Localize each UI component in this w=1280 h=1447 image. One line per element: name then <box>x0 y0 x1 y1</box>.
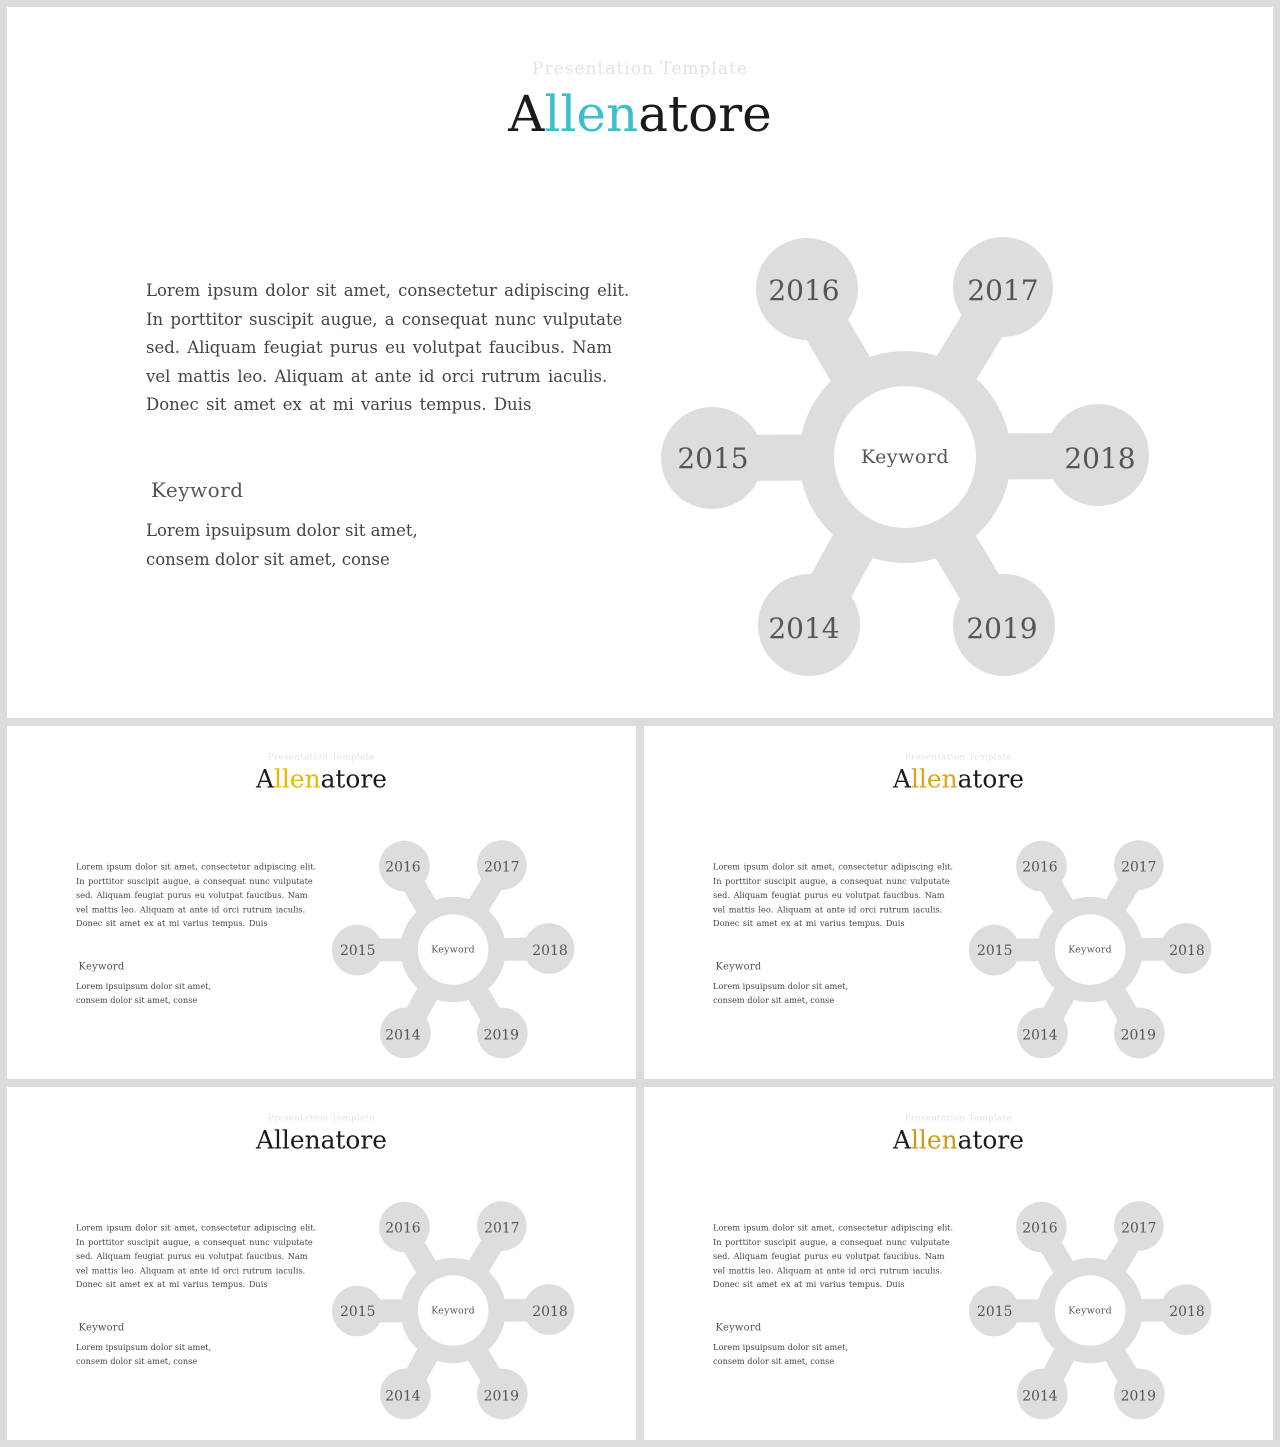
body-paragraph: Lorem ipsum dolor sit amet, consectetur adipiscing elit. In porttitor suscipit augue, a consequat nunc vulputate sed. Aliquam feugiat purus eu volutpat faucibus. Nam vel mattis leo. Aliquam at ante id orci rutrum iaculis. Donec sit amet ex at mi varius tempus. Duis <box>146 281 630 415</box>
timeline-hub-diagram <box>962 835 1215 1064</box>
year-label-2017: 2017 <box>484 1220 520 1237</box>
year-label-2015: 2015 <box>340 1304 376 1321</box>
title-accent: llen <box>273 1125 321 1155</box>
year-label-2017: 2017 <box>484 859 520 876</box>
keyword-text-line-1: Lorem ipsuipsum dolor sit amet, <box>146 521 418 540</box>
year-label-2015: 2015 <box>340 943 376 960</box>
slide-subtitle: Presentation Template <box>267 751 376 762</box>
body-paragraph: Lorem ipsum dolor sit amet, consectetur adipiscing elit. In porttitor suscipit augue, a consequat nunc vulputate sed. Aliquam feugiat purus eu volutpat faucibus. Nam vel mattis leo. Aliquam at ante id orci rutrum iaculis. Donec sit amet ex at mi varius tempus. Duis <box>713 1223 954 1290</box>
keyword-text <box>146 517 446 574</box>
year-label-2015: 2015 <box>977 943 1013 960</box>
keyword-heading: Keyword <box>151 478 244 502</box>
slide-subtitle: Presentation Template <box>267 1112 376 1123</box>
slide-thumbnail-1[interactable] <box>7 726 636 1079</box>
body-paragraph: Lorem ipsum dolor sit amet, consectetur adipiscing elit. In porttitor suscipit augue, a consequat nunc vulputate sed. Aliquam feugiat purus eu volutpat faucibus. Nam vel mattis leo. Aliquam at ante id orci rutrum iaculis. Donec sit amet ex at mi varius tempus. Duis <box>713 862 954 929</box>
hub-center-label: Keyword <box>860 446 950 468</box>
timeline-hub-diagram <box>325 835 578 1064</box>
year-label-2018: 2018 <box>532 943 568 960</box>
keyword-heading: Keyword <box>715 959 762 972</box>
year-label-2019: 2019 <box>483 1388 520 1405</box>
slide-title <box>644 1127 1273 1154</box>
hub-center-label: Keyword <box>1068 1305 1112 1317</box>
year-label-2014: 2014 <box>1022 1027 1058 1044</box>
title-suffix: atore <box>957 764 1024 794</box>
slide-thumbnail-4[interactable] <box>644 1087 1273 1440</box>
keyword-heading: Keyword <box>78 959 125 972</box>
slide-subtitle: Presentation Template <box>904 1112 1013 1123</box>
title-suffix: atore <box>320 764 387 794</box>
slide-subtitle: Presentation Template <box>532 59 748 79</box>
year-label-2014: 2014 <box>768 612 840 645</box>
title-prefix: A <box>508 85 545 143</box>
slide-title <box>7 1127 636 1154</box>
hub-center-label: Keyword <box>1068 944 1112 956</box>
year-label-2016: 2016 <box>1022 1220 1058 1237</box>
keyword-heading: Keyword <box>78 1320 125 1333</box>
body-paragraph: Lorem ipsum dolor sit amet, consectetur adipiscing elit. In porttitor suscipit augue, a consequat nunc vulputate sed. Aliquam feugiat purus eu volutpat faucibus. Nam vel mattis leo. Aliquam at ante id orci rutrum iaculis. Donec sit amet ex at mi varius tempus. Duis <box>76 862 317 929</box>
year-label-2019: 2019 <box>1120 1388 1157 1405</box>
timeline-hub-diagram <box>962 1196 1215 1425</box>
hub-center-label: Keyword <box>431 1305 475 1317</box>
year-label-2015: 2015 <box>677 442 749 475</box>
year-label-2014: 2014 <box>385 1388 421 1405</box>
year-label-2018: 2018 <box>532 1304 568 1321</box>
keyword-text <box>713 979 862 1007</box>
slide-main[interactable] <box>7 7 1273 718</box>
slide-title <box>644 766 1273 793</box>
year-label-2018: 2018 <box>1169 943 1205 960</box>
keyword-text-line-1: Lorem ipsuipsum dolor sit amet, <box>713 1342 849 1352</box>
year-label-2016: 2016 <box>768 274 840 307</box>
title-prefix: A <box>256 1125 274 1155</box>
title-accent: llen <box>273 764 321 794</box>
title-suffix: atore <box>320 1125 387 1155</box>
year-label-2019: 2019 <box>483 1027 520 1044</box>
title-accent: llen <box>910 1125 958 1155</box>
slide-thumbnail-3[interactable] <box>7 1087 636 1440</box>
keyword-text-line-2: consem dolor sit amet, conse <box>76 995 198 1005</box>
keyword-heading: Keyword <box>715 1320 762 1333</box>
year-label-2015: 2015 <box>977 1304 1013 1321</box>
year-label-2016: 2016 <box>385 859 421 876</box>
title-prefix: A <box>256 764 274 794</box>
keyword-text <box>76 979 225 1007</box>
title-accent: llen <box>544 85 639 143</box>
keyword-text-line-2: consem dolor sit amet, conse <box>146 549 390 569</box>
year-label-2016: 2016 <box>385 1220 421 1237</box>
slide-thumbnail-2[interactable] <box>644 726 1273 1079</box>
year-label-2017: 2017 <box>1121 859 1157 876</box>
title-suffix: atore <box>638 85 772 143</box>
year-label-2014: 2014 <box>1022 1388 1058 1405</box>
year-label-2017: 2017 <box>1121 1220 1157 1237</box>
title-prefix: A <box>893 1125 911 1155</box>
timeline-hub-diagram <box>647 227 1157 687</box>
keyword-text-line-2: consem dolor sit amet, conse <box>713 1356 835 1366</box>
keyword-text <box>76 1340 225 1368</box>
keyword-text-line-2: consem dolor sit amet, conse <box>713 995 835 1005</box>
keyword-text-line-1: Lorem ipsuipsum dolor sit amet, <box>76 1342 212 1352</box>
year-label-2018: 2018 <box>1169 1304 1205 1321</box>
year-label-2019: 2019 <box>1120 1027 1157 1044</box>
hub-center-label: Keyword <box>431 944 475 956</box>
title-accent: llen <box>910 764 958 794</box>
keyword-text-line-2: consem dolor sit amet, conse <box>76 1356 198 1366</box>
slide-subtitle: Presentation Template <box>904 751 1013 762</box>
title-prefix: A <box>893 764 911 794</box>
keyword-text-line-1: Lorem ipsuipsum dolor sit amet, <box>713 981 849 991</box>
year-label-2016: 2016 <box>1022 859 1058 876</box>
year-label-2014: 2014 <box>385 1027 421 1044</box>
year-label-2017: 2017 <box>967 274 1039 307</box>
keyword-text-line-1: Lorem ipsuipsum dolor sit amet, <box>76 981 212 991</box>
slide-title <box>7 87 1273 142</box>
year-label-2019: 2019 <box>966 612 1038 645</box>
year-label-2018: 2018 <box>1064 442 1136 475</box>
keyword-text <box>713 1340 862 1368</box>
timeline-hub-diagram <box>325 1196 578 1425</box>
title-suffix: atore <box>957 1125 1024 1155</box>
slide-title <box>7 766 636 793</box>
body-paragraph: Lorem ipsum dolor sit amet, consectetur adipiscing elit. In porttitor suscipit augue, a consequat nunc vulputate sed. Aliquam feugiat purus eu volutpat faucibus. Nam vel mattis leo. Aliquam at ante id orci rutrum iaculis. Donec sit amet ex at mi varius tempus. Duis <box>76 1223 317 1290</box>
